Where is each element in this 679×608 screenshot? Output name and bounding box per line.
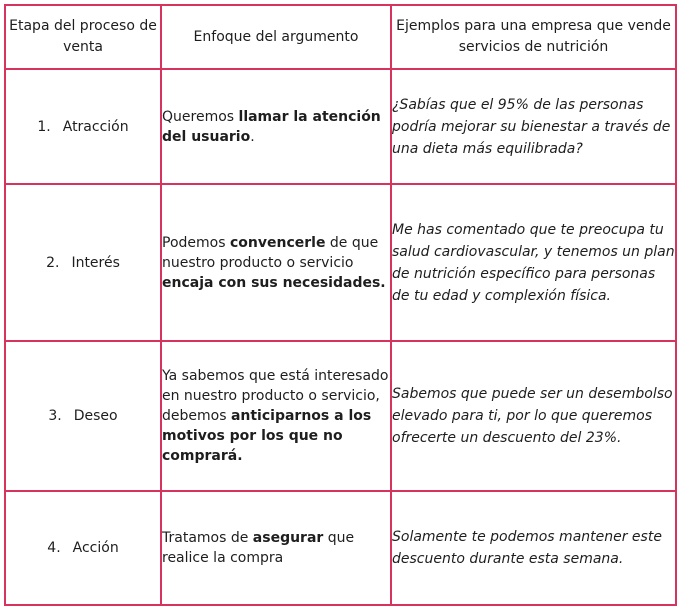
stage-cell bbox=[5, 341, 161, 491]
stage-number: 1. bbox=[37, 118, 51, 135]
stage-cell bbox=[5, 69, 161, 184]
focus-highlight: llamar la atención del usuario bbox=[162, 108, 381, 145]
stage-label: Interés bbox=[71, 254, 120, 271]
focus-text: Podemos bbox=[162, 234, 230, 251]
stage-number: 2. bbox=[46, 254, 60, 271]
focus-text: . bbox=[250, 128, 255, 145]
focus-text: Tratamos de bbox=[162, 530, 253, 546]
focus-cell bbox=[161, 69, 391, 184]
focus-highlight: convencerle bbox=[229, 234, 326, 251]
table-row bbox=[5, 491, 676, 605]
focus-cell bbox=[161, 184, 391, 341]
stage-cell bbox=[5, 184, 161, 341]
stage-number: 3. bbox=[48, 408, 62, 424]
header-stage: Etapa del proceso de venta bbox=[5, 5, 161, 69]
stage-label: Acción bbox=[72, 540, 119, 556]
sales-process-table bbox=[4, 4, 677, 606]
stage-label: Deseo bbox=[73, 408, 118, 424]
focus-highlight: encaja con sus necesidades. bbox=[162, 274, 386, 291]
table-row bbox=[5, 69, 676, 184]
focus-cell bbox=[161, 491, 391, 605]
example-cell: Me has comentado que te preocupa tu salud cardiovascular, y tenemos un plan de nutrición específico para personas de tu edad y complexión física. bbox=[391, 184, 676, 341]
stage-number: 4. bbox=[47, 540, 61, 556]
focus-text: de que nuestro producto o servicio bbox=[162, 234, 379, 271]
focus-cell bbox=[161, 341, 391, 491]
example-cell: Solamente te podemos mantener este descuento durante esta semana. bbox=[391, 491, 676, 605]
stage-cell bbox=[5, 491, 161, 605]
example-cell: ¿Sabías que el 95% de las personas podría mejorar su bienestar a través de una dieta más equilibrada? bbox=[391, 69, 676, 184]
example-cell: Sabemos que puede ser un desembolso elevado para ti, por lo que queremos ofrecerte un descuento del 23%. bbox=[391, 341, 676, 491]
focus-text: que realice la compra bbox=[162, 530, 355, 566]
stage-label: Atracción bbox=[62, 118, 129, 135]
focus-text: Ya sabemos que está interesado en nuestro producto o servicio, debemos bbox=[162, 368, 389, 424]
focus-highlight: asegurar bbox=[252, 530, 324, 546]
header-row bbox=[5, 5, 676, 69]
focus-highlight: anticiparnos a los motivos por los que no comprará. bbox=[162, 408, 372, 464]
table-row bbox=[5, 184, 676, 341]
focus-text: Queremos bbox=[162, 108, 239, 125]
header-focus: Enfoque del argumento bbox=[161, 5, 391, 69]
table-row bbox=[5, 341, 676, 491]
header-examples: Ejemplos para una empresa que vende servicios de nutrición bbox=[391, 5, 676, 69]
